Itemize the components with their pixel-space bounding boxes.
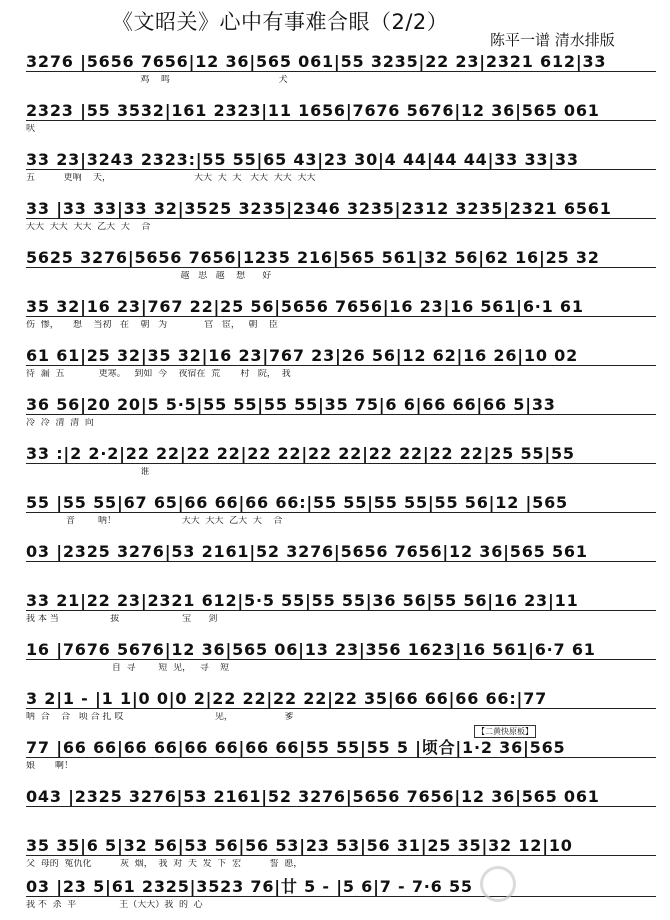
lyrics-line: 谁 bbox=[26, 467, 150, 477]
underline bbox=[26, 267, 656, 268]
score-row bbox=[26, 278, 662, 334]
notes-line: 33 23|3243 2323:|55 55|65 43|23 30|4 44|44 44|33 33|33 bbox=[26, 150, 579, 169]
notes-line: 3 2|1 - |1 1|0 0|0 2|22 22|22 22|22 35|66 66|66 66:|77 bbox=[26, 689, 548, 708]
underline bbox=[26, 414, 656, 415]
score-row bbox=[26, 82, 662, 138]
score-row bbox=[26, 670, 662, 726]
notes-line: 61 61|25 32|35 32|16 23|767 23|26 56|12 62|16 26|10 02 bbox=[26, 346, 578, 365]
notes-line: 55 |55 55|67 65|66 66|66 66:|55 55|55 55|55 56|12 |565 bbox=[26, 493, 568, 512]
underline bbox=[26, 855, 656, 856]
underline bbox=[26, 512, 656, 513]
notes-line: 16 |7676 5676|12 36|565 06|13 23|356 1623|16 561|6·7 61 bbox=[26, 640, 596, 659]
score-row bbox=[26, 425, 662, 481]
notes-line: 03 |2325 3276|53 2161|52 3276|5656 7656|12 36|565 561 bbox=[26, 542, 588, 561]
notes-line: 33 21|22 23|2321 612|5·5 55|55 55|36 56|55 56|16 23|11 bbox=[26, 591, 579, 610]
score-row bbox=[26, 768, 662, 824]
score-row bbox=[26, 33, 662, 89]
notes-line: 03 |23 5|61 2325|3523 76|廿 5 - |5 6|7 - 7·6 55 bbox=[26, 877, 473, 896]
lyrics-line: 我 不 杀 平 王（大大）我 的 心 bbox=[26, 900, 203, 910]
underline bbox=[26, 316, 656, 317]
underline bbox=[26, 365, 656, 366]
lyrics-line: 吠 bbox=[26, 124, 36, 134]
underline bbox=[26, 708, 656, 709]
score-row bbox=[26, 572, 662, 628]
lyrics-line: 大大 大大 大大 乙大 大 合 bbox=[26, 222, 151, 232]
page-title: 《文昭关》心中有事难合眼（2/2） bbox=[112, 10, 449, 34]
lyrics-line: 呐 合 合 顷 合 扎 哎 见， 爹 bbox=[26, 712, 294, 722]
underline bbox=[26, 806, 656, 807]
notes-line: 35 35|6 5|32 56|53 56|56 53|23 53|56 31|25 35|32 12|10 bbox=[26, 836, 573, 855]
underline bbox=[26, 659, 656, 660]
lyrics-line: 五 更响 天， 大大 大 大 大大 大大 大大 bbox=[26, 173, 316, 183]
notes-line: 2323 |55 3532|161 2323|11 1656|7676 5676|12 36|565 061 bbox=[26, 101, 600, 120]
lyrics-line: 自 寻 短 见， 寻 短 bbox=[26, 663, 230, 673]
lyrics-line: 待 漏 五 更寒。 到如 今 夜宿在 荒 村 院， 我 bbox=[26, 369, 291, 379]
lyrics-line: 冷 冷 清 清 向 bbox=[26, 418, 94, 428]
underline bbox=[26, 169, 656, 170]
underline bbox=[26, 463, 656, 464]
underline bbox=[26, 896, 656, 897]
lyrics-line: 我 本 当 拔 宝 剑 bbox=[26, 614, 218, 624]
lyrics-line: 父 母的 冤仇化 灰 烟， 我 对 天 发 下 宏 誓 愿， bbox=[26, 859, 303, 869]
underline bbox=[26, 218, 656, 219]
score-row bbox=[26, 621, 662, 677]
underline bbox=[26, 561, 656, 562]
score-row bbox=[26, 327, 662, 383]
score-row bbox=[26, 229, 662, 285]
credit-text: 陈平一谱 清水排版 bbox=[490, 31, 615, 49]
notes-line: 043 |2325 3276|53 2161|52 3276|5656 7656|12 36|565 061 bbox=[26, 787, 600, 806]
score-row bbox=[26, 376, 662, 432]
notes-line: 3276 |5656 7656|12 36|565 061|55 3235|22 23|2321 612|33 bbox=[26, 52, 607, 71]
underline bbox=[26, 757, 656, 758]
lyrics-line: 伤 惨， 想 当初 在 朝 为 官 宦， 朝 臣 bbox=[26, 320, 278, 330]
score-row bbox=[26, 474, 662, 530]
score-row bbox=[26, 180, 662, 236]
score-row bbox=[26, 858, 662, 914]
lyrics-line: 越 思 越 想 好 bbox=[26, 271, 272, 281]
underline bbox=[26, 610, 656, 611]
notes-line: 33 :|2 2·2|22 22|22 22|22 22|22 22|22 22|22 22|25 55|55 bbox=[26, 444, 575, 463]
watermark-logo-icon bbox=[480, 866, 516, 902]
lyrics-line: 音 呐！ 大大 大大 乙大 大 合 bbox=[26, 516, 283, 526]
score-row bbox=[26, 131, 662, 187]
lyrics-line: 鸡 鸣 犬 bbox=[26, 75, 288, 85]
notes-line: 77 |66 66|66 66|66 66|66 66|55 55|55 5 |顷合|1·2 36|565 bbox=[26, 738, 566, 757]
notes-line: 35 32|16 23|767 22|25 56|5656 7656|16 23|16 561|6·1 61 bbox=[26, 297, 584, 316]
underline bbox=[26, 120, 656, 121]
notes-line: 5625 3276|5656 7656|1235 216|565 561|32 56|62 16|25 32 bbox=[26, 248, 600, 267]
score-row bbox=[26, 523, 662, 579]
lyrics-line: 娘 啊！ bbox=[26, 761, 74, 771]
score-row bbox=[26, 719, 662, 775]
notes-line: 33 |33 33|33 32|3525 3235|2346 3235|2312 3235|2321 6561 bbox=[26, 199, 612, 218]
section-sign-label: 【二黄快原板】 bbox=[474, 725, 536, 738]
notes-line: 36 56|20 20|5 5·5|55 55|55 55|35 75|6 6|66 66|66 5|33 bbox=[26, 395, 556, 414]
underline bbox=[26, 71, 656, 72]
